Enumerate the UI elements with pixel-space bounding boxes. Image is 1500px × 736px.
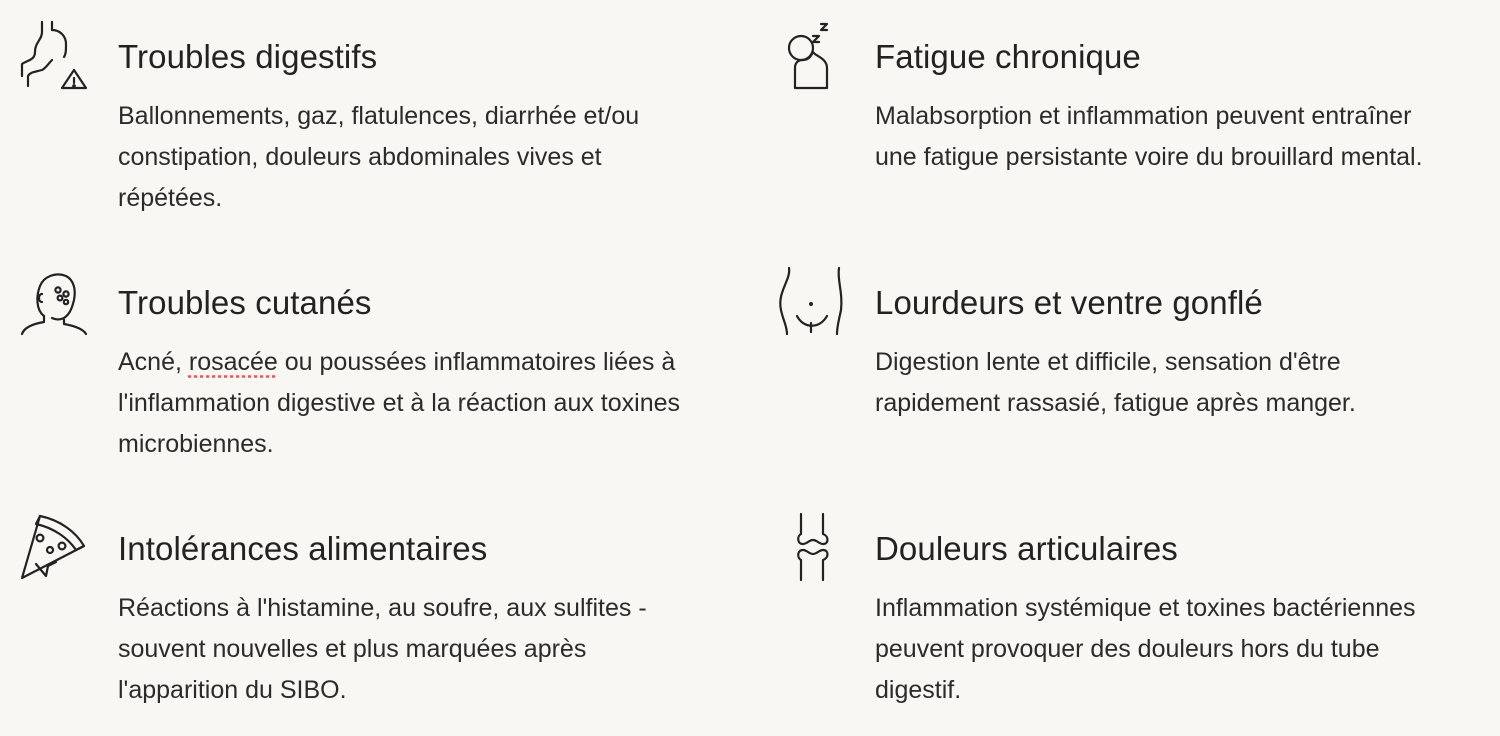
sleeping-person-icon (777, 20, 849, 92)
card-description: Malabsorption et inflammation peuvent entraîner une fatigue persistante voire du brouillard mental. (875, 102, 1423, 171)
card-title: Douleurs articulaires (875, 530, 1178, 567)
card-title: Troubles cutanés (118, 284, 372, 321)
card-title: Fatigue chronique (875, 38, 1141, 75)
card-title: Intolérances alimentaires (118, 530, 488, 567)
card-description: Acné, rosacée ou poussées inflammatoires liées à l'inflammation digestive et à la réaction aux toxines microbiennes. (118, 348, 681, 458)
spellcheck-underlined-word: rosacée (188, 348, 278, 376)
card-description: Inflammation systémique et toxines bactériennes peuvent provoquer des douleurs hors du tube digestif. (875, 594, 1416, 704)
bloated-belly-icon (777, 266, 849, 338)
card-description: Digestion lente et difficile, sensation d'être rapidement rassasié, fatigue après manger. (875, 348, 1356, 417)
card-title: Lourdeurs et ventre gonflé (875, 284, 1263, 321)
face-acne-icon (20, 266, 92, 338)
stomach-warning-icon (20, 20, 92, 92)
pizza-slice-icon (20, 512, 92, 584)
card-description: Ballonnements, gaz, flatulences, diarrhée et/ou constipation, douleurs abdominales vives et répétées. (118, 102, 640, 212)
card-title: Troubles digestifs (118, 38, 378, 75)
card-description: Réactions à l'histamine, au soufre, aux sulfites - souvent nouvelles et plus marquées après l'apparition du SIBO. (118, 594, 647, 704)
knee-joint-icon (777, 512, 849, 584)
